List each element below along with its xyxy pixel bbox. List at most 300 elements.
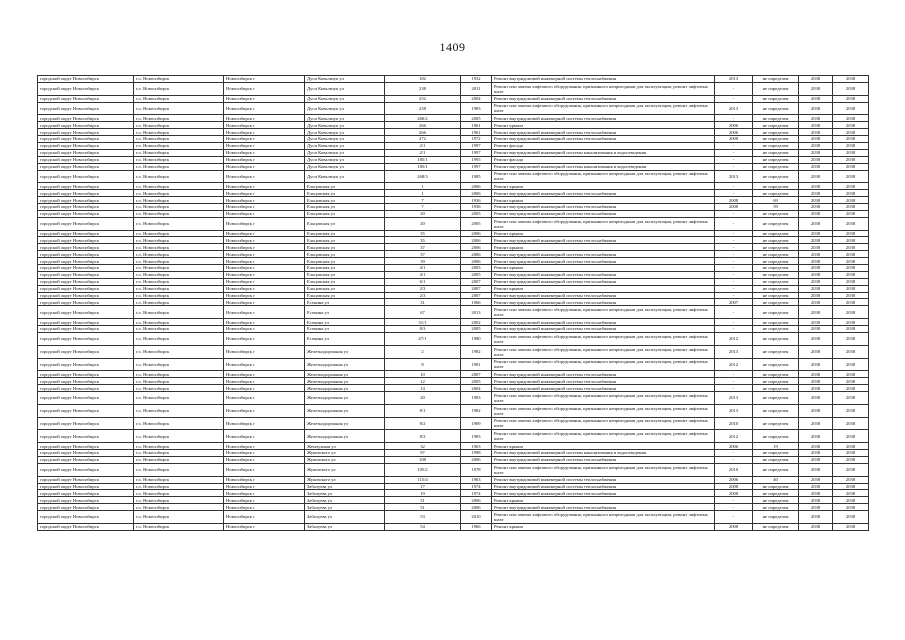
year-built-cell: 1969 <box>461 417 492 430</box>
house-cell: 39 <box>385 258 461 265</box>
year-built-cell: 1974 <box>461 490 492 497</box>
house-cell: 97 <box>385 450 461 457</box>
last-repair-year-cell: 2013 <box>715 345 753 358</box>
okrug-cell: городской округ Новосибирск <box>38 271 134 278</box>
plan-year-start-cell: 2038 <box>799 251 833 258</box>
house-cell: 1 <box>385 183 461 190</box>
work-type-cell: Ремонт внутридомовой инженерной системы канализования и водоотведения <box>492 450 715 457</box>
settlement-cell: Новосибирск г <box>224 82 305 95</box>
year-built-cell: 1997 <box>461 142 492 149</box>
work-type-cell: Ремонт внутридомовой инженерной системы теплоснабжения <box>492 136 715 143</box>
plan-year-end-cell: 2038 <box>833 237 869 244</box>
wear-cell: не определен <box>753 292 799 299</box>
year-built-cell: 1983 <box>461 102 492 115</box>
okrug-cell: городской округ Новосибирск <box>38 476 134 483</box>
plan-year-start-cell: 2038 <box>799 385 833 392</box>
street-cell: Ельцовская ул <box>305 258 385 265</box>
year-built-cell: 2004 <box>461 385 492 392</box>
last-repair-year-cell: 2008 <box>715 523 753 530</box>
wear-cell: не определен <box>753 285 799 292</box>
house-cell: 37 <box>385 244 461 251</box>
okrug-cell: городской округ Новосибирск <box>38 332 134 345</box>
wear-cell: не определен <box>753 136 799 143</box>
street-cell: Ельцовская ул <box>305 292 385 299</box>
municipality-cell: г.о. Новосибирск <box>134 156 224 163</box>
settlement-cell: Новосибирск г <box>224 292 305 299</box>
plan-year-end-cell: 2038 <box>833 217 869 230</box>
street-cell: Ельцовская ул <box>305 197 385 204</box>
settlement-cell: Новосибирск г <box>224 149 305 156</box>
last-repair-year-cell: - <box>715 326 753 333</box>
house-cell: 2/1 <box>385 149 461 156</box>
last-repair-year-cell: - <box>715 244 753 251</box>
table-row <box>38 306 869 319</box>
settlement-cell: Новосибирск г <box>224 258 305 265</box>
table-row <box>38 417 869 430</box>
last-repair-year-cell: 2012 <box>715 358 753 371</box>
work-type-cell: Ремонт внутридомовой инженерной системы теплоснабжения <box>492 258 715 265</box>
municipality-cell: г.о. Новосибирск <box>134 358 224 371</box>
year-built-cell: 1961 <box>461 122 492 129</box>
work-type-cell: Ремонт крыши <box>492 197 715 204</box>
plan-year-end-cell: 2038 <box>833 149 869 156</box>
work-type-cell: Ремонт крыши <box>492 265 715 272</box>
municipality-cell: г.о. Новосибирск <box>134 345 224 358</box>
plan-year-start-cell: 2038 <box>799 244 833 251</box>
work-type-cell: Ремонт внутридомовой инженерной системы теплоснабжения <box>492 319 715 326</box>
work-type-cell: Ремонт внутридомовой инженерной системы теплоснабжения <box>492 299 715 306</box>
settlement-cell: Новосибирск г <box>224 326 305 333</box>
municipality-cell: г.о. Новосибирск <box>134 183 224 190</box>
house-cell: 31/1 <box>385 319 461 326</box>
work-type-cell: Ремонт крыши <box>492 183 715 190</box>
wear-cell: 40 <box>753 476 799 483</box>
municipality-cell: г.о. Новосибирск <box>134 136 224 143</box>
okrug-cell: городской округ Новосибирск <box>38 258 134 265</box>
year-built-cell: 1963 <box>461 443 492 450</box>
settlement-cell: Новосибирск г <box>224 345 305 358</box>
last-repair-year-cell: 2010 <box>715 463 753 476</box>
table-row <box>38 102 869 115</box>
municipality-cell: г.о. Новосибирск <box>134 149 224 156</box>
street-cell: Есенина ул <box>305 319 385 326</box>
plan-year-end-cell: 2038 <box>833 292 869 299</box>
plan-year-start-cell: 2038 <box>799 197 833 204</box>
plan-year-start-cell: 2038 <box>799 378 833 385</box>
table-row <box>38 443 869 450</box>
municipality-cell: г.о. Новосибирск <box>134 476 224 483</box>
work-type-cell: Ремонт крыши <box>492 443 715 450</box>
settlement-cell: Новосибирск г <box>224 497 305 504</box>
wear-cell: не определен <box>753 271 799 278</box>
plan-year-start-cell: 2038 <box>799 443 833 450</box>
plan-year-start-cell: 2038 <box>799 490 833 497</box>
municipality-cell: г.о. Новосибирск <box>134 217 224 230</box>
municipality-cell: г.о. Новосибирск <box>134 450 224 457</box>
plan-year-end-cell: 2038 <box>833 230 869 237</box>
street-cell: Железнодорожная ул <box>305 404 385 417</box>
work-type-cell: Ремонт внутридомовой инженерной системы теплоснабжения <box>492 203 715 210</box>
plan-year-start-cell: 2038 <box>799 450 833 457</box>
municipality-cell: г.о. Новосибирск <box>134 163 224 170</box>
house-cell: 108 <box>385 456 461 463</box>
okrug-cell: городской округ Новосибирск <box>38 230 134 237</box>
municipality-cell: г.о. Новосибирск <box>134 203 224 210</box>
house-cell: 53 <box>385 511 461 524</box>
okrug-cell: городской округ Новосибирск <box>38 345 134 358</box>
year-built-cell: 2006 <box>461 190 492 197</box>
year-built-cell: 2006 <box>461 183 492 190</box>
year-built-cell: 1981 <box>461 358 492 371</box>
wear-cell: не определен <box>753 345 799 358</box>
table-row <box>38 358 869 371</box>
settlement-cell: Новосибирск г <box>224 129 305 136</box>
wear-cell: не определен <box>753 237 799 244</box>
plan-year-start-cell: 2038 <box>799 76 833 83</box>
plan-year-end-cell: 2038 <box>833 285 869 292</box>
year-built-cell: 2002 <box>461 319 492 326</box>
table-row <box>38 371 869 378</box>
wear-cell: не определен <box>753 102 799 115</box>
municipality-cell: г.о. Новосибирск <box>134 76 224 83</box>
street-cell: Жуковского ул <box>305 476 385 483</box>
last-repair-year-cell: - <box>715 210 753 217</box>
plan-year-end-cell: 2038 <box>833 95 869 102</box>
table-row <box>38 292 869 299</box>
house-cell: 8 <box>385 358 461 371</box>
okrug-cell: городской округ Новосибирск <box>38 404 134 417</box>
house-cell: 2 <box>385 345 461 358</box>
plan-year-start-cell: 2038 <box>799 149 833 156</box>
plan-year-start-cell: 2038 <box>799 203 833 210</box>
year-built-cell: 2006 <box>461 230 492 237</box>
plan-year-end-cell: 2038 <box>833 332 869 345</box>
settlement-cell: Новосибирск г <box>224 163 305 170</box>
year-built-cell: 2005 <box>461 265 492 272</box>
house-cell: 268/3 <box>385 170 461 183</box>
street-cell: Есенина ул <box>305 332 385 345</box>
house-cell: 20 <box>385 217 461 230</box>
settlement-cell: Новосибирск г <box>224 102 305 115</box>
plan-year-end-cell: 2038 <box>833 443 869 450</box>
work-type-cell: Ремонт внутридомовой инженерной системы теплоснабжения <box>492 115 715 122</box>
plan-year-end-cell: 2038 <box>833 358 869 371</box>
plan-year-end-cell: 2038 <box>833 278 869 285</box>
plan-year-end-cell: 2038 <box>833 115 869 122</box>
municipality-cell: г.о. Новосибирск <box>134 258 224 265</box>
municipality-cell: г.о. Новосибирск <box>134 463 224 476</box>
settlement-cell: Новосибирск г <box>224 251 305 258</box>
house-cell: 10 <box>385 371 461 378</box>
municipality-cell: г.о. Новосибирск <box>134 95 224 102</box>
street-cell: Забалуева ул <box>305 504 385 511</box>
settlement-cell: Новосибирск г <box>224 278 305 285</box>
settlement-cell: Новосибирск г <box>224 210 305 217</box>
wear-cell: не определен <box>753 306 799 319</box>
street-cell: Жуковского ул <box>305 450 385 457</box>
year-built-cell: 1983 <box>461 430 492 443</box>
plan-year-start-cell: 2038 <box>799 129 833 136</box>
work-type-cell: Ремонт крыши <box>492 523 715 530</box>
capital-repair-table <box>37 75 869 531</box>
plan-year-end-cell: 2038 <box>833 102 869 115</box>
last-repair-year-cell: - <box>715 319 753 326</box>
settlement-cell: Новосибирск г <box>224 299 305 306</box>
street-cell: Дуси Ковальчук ул <box>305 76 385 83</box>
table-row <box>38 95 869 102</box>
table-row <box>38 345 869 358</box>
table-row <box>38 136 869 143</box>
street-cell: Дуси Ковальчук ул <box>305 136 385 143</box>
settlement-cell: Новосибирск г <box>224 237 305 244</box>
last-repair-year-cell: - <box>715 278 753 285</box>
municipality-cell: г.о. Новосибирск <box>134 306 224 319</box>
municipality-cell: г.о. Новосибирск <box>134 417 224 430</box>
street-cell: Железнодорожная ул <box>305 378 385 385</box>
plan-year-end-cell: 2038 <box>833 326 869 333</box>
house-cell: 67 <box>385 306 461 319</box>
year-built-cell: 2006 <box>461 456 492 463</box>
year-built-cell: 2006 <box>461 237 492 244</box>
year-built-cell: 2006 <box>461 251 492 258</box>
work-type-cell: Ремонт или замена лифтового оборудования, признанного непригодным для эксплуатации, ремонт лифтовых шахт <box>492 170 715 183</box>
house-cell: 105/2 <box>385 463 461 476</box>
last-repair-year-cell: 2008 <box>715 136 753 143</box>
page-number: 1409 <box>439 40 466 54</box>
street-cell: Забалуева ул <box>305 523 385 530</box>
house-cell: 2/1 <box>385 142 461 149</box>
okrug-cell: городской округ Новосибирск <box>38 156 134 163</box>
house-cell: 238 <box>385 82 461 95</box>
settlement-cell: Новосибирск г <box>224 115 305 122</box>
municipality-cell: г.о. Новосибирск <box>134 378 224 385</box>
table-row <box>38 197 869 204</box>
plan-year-end-cell: 2038 <box>833 129 869 136</box>
year-built-cell: 1936 <box>461 203 492 210</box>
house-cell: 266 <box>385 122 461 129</box>
year-built-cell: 2005 <box>461 210 492 217</box>
last-repair-year-cell: 2006 <box>715 122 753 129</box>
work-type-cell: Ремонт или замена лифтового оборудования, признанного непригодным для эксплуатации, ремонт лифтовых шахт <box>492 404 715 417</box>
municipality-cell: г.о. Новосибирск <box>134 265 224 272</box>
work-type-cell: Ремонт внутридомовой инженерной системы теплоснабжения <box>492 504 715 511</box>
year-built-cell: 2007 <box>461 371 492 378</box>
house-cell: 115/4 <box>385 476 461 483</box>
work-type-cell: Ремонт внутридомовой инженерной системы теплоснабжения <box>492 378 715 385</box>
last-repair-year-cell: - <box>715 285 753 292</box>
wear-cell: не определен <box>753 299 799 306</box>
year-built-cell: 2007 <box>461 278 492 285</box>
year-built-cell: 1997 <box>461 163 492 170</box>
municipality-cell: г.о. Новосибирск <box>134 142 224 149</box>
year-built-cell: 1995 <box>461 156 492 163</box>
wear-cell: не определен <box>753 244 799 251</box>
work-type-cell: Ремонт внутридомовой инженерной системы теплоснабжения <box>492 476 715 483</box>
work-type-cell: Ремонт или замена лифтового оборудования, признанного непригодным для эксплуатации, ремонт лифтовых шахт <box>492 358 715 371</box>
municipality-cell: г.о. Новосибирск <box>134 391 224 404</box>
plan-year-start-cell: 2038 <box>799 332 833 345</box>
work-type-cell: Ремонт внутридомовой инженерной системы теплоснабжения <box>492 210 715 217</box>
street-cell: Дуси Ковальчук ул <box>305 156 385 163</box>
plan-year-end-cell: 2038 <box>833 190 869 197</box>
okrug-cell: городской округ Новосибирск <box>38 306 134 319</box>
wear-cell: не определен <box>753 149 799 156</box>
municipality-cell: г.о. Новосибирск <box>134 443 224 450</box>
year-built-cell: 2005 <box>461 271 492 278</box>
last-repair-year-cell: 2012 <box>715 430 753 443</box>
last-repair-year-cell: - <box>715 292 753 299</box>
last-repair-year-cell: - <box>715 371 753 378</box>
plan-year-end-cell: 2038 <box>833 497 869 504</box>
settlement-cell: Новосибирск г <box>224 203 305 210</box>
plan-year-start-cell: 2038 <box>799 156 833 163</box>
work-type-cell: Ремонт или замена лифтового оборудования, признанного непригодным для эксплуатации, ремонт лифтовых шахт <box>492 306 715 319</box>
street-cell: Дуси Ковальчук ул <box>305 95 385 102</box>
okrug-cell: городской округ Новосибирск <box>38 237 134 244</box>
street-cell: Дуси Ковальчук ул <box>305 122 385 129</box>
settlement-cell: Новосибирск г <box>224 476 305 483</box>
street-cell: Ельцовская ул <box>305 210 385 217</box>
municipality-cell: г.о. Новосибирск <box>134 292 224 299</box>
settlement-cell: Новосибирск г <box>224 230 305 237</box>
house-cell: 2/3 <box>385 292 461 299</box>
plan-year-start-cell: 2038 <box>799 265 833 272</box>
year-built-cell: 2005 <box>461 217 492 230</box>
street-cell: Забалуева ул <box>305 511 385 524</box>
settlement-cell: Новосибирск г <box>224 190 305 197</box>
year-built-cell: 1997 <box>461 149 492 156</box>
year-built-cell: 1961 <box>461 129 492 136</box>
year-built-cell: 1982 <box>461 404 492 417</box>
settlement-cell: Новосибирск г <box>224 271 305 278</box>
table-row <box>38 378 869 385</box>
plan-year-start-cell: 2038 <box>799 285 833 292</box>
settlement-cell: Новосибирск г <box>224 504 305 511</box>
okrug-cell: городской округ Новосибирск <box>38 197 134 204</box>
work-type-cell: Ремонт фасада <box>492 142 715 149</box>
wear-cell: не определен <box>753 156 799 163</box>
street-cell: Железнодорожная ул <box>305 345 385 358</box>
table-row <box>38 115 869 122</box>
okrug-cell: городской округ Новосибирск <box>38 511 134 524</box>
house-cell: 37 <box>385 251 461 258</box>
table-row <box>38 156 869 163</box>
house-cell: 8/1 <box>385 404 461 417</box>
wear-cell: не определен <box>753 170 799 183</box>
street-cell: Дуси Ковальчук ул <box>305 142 385 149</box>
table-row <box>38 203 869 210</box>
work-type-cell: Ремонт внутридомовой инженерной системы канализования и водоотведения <box>492 163 715 170</box>
year-built-cell: 2013 <box>461 306 492 319</box>
last-repair-year-cell: - <box>715 497 753 504</box>
work-type-cell: Ремонт внутридомовой инженерной системы теплоснабжения <box>492 251 715 258</box>
street-cell: Ельцовская ул <box>305 251 385 258</box>
last-repair-year-cell: - <box>715 504 753 511</box>
okrug-cell: городской округ Новосибирск <box>38 483 134 490</box>
work-type-cell: Ремонт внутридомовой инженерной системы теплоснабжения <box>492 190 715 197</box>
plan-year-end-cell: 2038 <box>833 490 869 497</box>
work-type-cell: Ремонт внутридомовой инженерной системы теплоснабжения <box>492 371 715 378</box>
street-cell: Железнодорожная ул <box>305 385 385 392</box>
okrug-cell: городской округ Новосибирск <box>38 285 134 292</box>
last-repair-year-cell: - <box>715 115 753 122</box>
municipality-cell: г.о. Новосибирск <box>134 385 224 392</box>
last-repair-year-cell: 2008 <box>715 490 753 497</box>
plan-year-end-cell: 2038 <box>833 265 869 272</box>
house-cell: 1 <box>385 190 461 197</box>
municipality-cell: г.о. Новосибирск <box>134 190 224 197</box>
municipality-cell: г.о. Новосибирск <box>134 299 224 306</box>
okrug-cell: городской округ Новосибирск <box>38 115 134 122</box>
house-cell: 51 <box>385 497 461 504</box>
year-built-cell: 1966 <box>461 299 492 306</box>
plan-year-start-cell: 2038 <box>799 122 833 129</box>
year-built-cell: 2011 <box>461 82 492 95</box>
wear-cell: не определен <box>753 251 799 258</box>
municipality-cell: г.о. Новосибирск <box>134 102 224 115</box>
street-cell: Жуковского ул <box>305 463 385 476</box>
house-cell: 8/3 <box>385 430 461 443</box>
last-repair-year-cell: - <box>715 237 753 244</box>
wear-cell: не определен <box>753 371 799 378</box>
plan-year-end-cell: 2038 <box>833 511 869 524</box>
street-cell: Дуси Ковальчук ул <box>305 115 385 122</box>
municipality-cell: г.о. Новосибирск <box>134 278 224 285</box>
municipality-cell: г.о. Новосибирск <box>134 504 224 511</box>
table-row <box>38 237 869 244</box>
street-cell: Дуси Ковальчук ул <box>305 163 385 170</box>
okrug-cell: городской округ Новосибирск <box>38 378 134 385</box>
street-cell: Дуси Ковальчук ул <box>305 149 385 156</box>
municipality-cell: г.о. Новосибирск <box>134 285 224 292</box>
year-built-cell: 2010 <box>461 511 492 524</box>
last-repair-year-cell: - <box>715 95 753 102</box>
plan-year-start-cell: 2038 <box>799 391 833 404</box>
table-row <box>38 278 869 285</box>
okrug-cell: городской округ Новосибирск <box>38 251 134 258</box>
last-repair-year-cell: 2006 <box>715 476 753 483</box>
table-row <box>38 430 869 443</box>
settlement-cell: Новосибирск г <box>224 391 305 404</box>
okrug-cell: городской округ Новосибирск <box>38 463 134 476</box>
wear-cell: не определен <box>753 523 799 530</box>
table-row <box>38 82 869 95</box>
municipality-cell: г.о. Новосибирск <box>134 170 224 183</box>
work-type-cell: Ремонт или замена лифтового оборудования, признанного непригодным для эксплуатации, ремонт лифтовых шахт <box>492 511 715 524</box>
okrug-cell: городской округ Новосибирск <box>38 490 134 497</box>
okrug-cell: городской округ Новосибирск <box>38 163 134 170</box>
plan-year-start-cell: 2038 <box>799 483 833 490</box>
plan-year-end-cell: 2038 <box>833 463 869 476</box>
municipality-cell: г.о. Новосибирск <box>134 271 224 278</box>
work-type-cell: Ремонт внутридомовой инженерной системы теплоснабжения <box>492 292 715 299</box>
municipality-cell: г.о. Новосибирск <box>134 404 224 417</box>
settlement-cell: Новосибирск г <box>224 463 305 476</box>
last-repair-year-cell: - <box>715 156 753 163</box>
table-row <box>38 149 869 156</box>
last-repair-year-cell: 2007 <box>715 299 753 306</box>
work-type-cell: Ремонт или замена лифтового оборудования, признанного непригодным для эксплуатации, ремонт лифтовых шахт <box>492 430 715 443</box>
wear-cell: не определен <box>753 450 799 457</box>
plan-year-end-cell: 2038 <box>833 82 869 95</box>
plan-year-start-cell: 2038 <box>799 326 833 333</box>
plan-year-start-cell: 2038 <box>799 292 833 299</box>
okrug-cell: городской округ Новосибирск <box>38 82 134 95</box>
house-cell: 47/1 <box>385 332 461 345</box>
street-cell: Железнодорожная ул <box>305 391 385 404</box>
street-cell: Есенина ул <box>305 299 385 306</box>
last-repair-year-cell: 2013 <box>715 102 753 115</box>
